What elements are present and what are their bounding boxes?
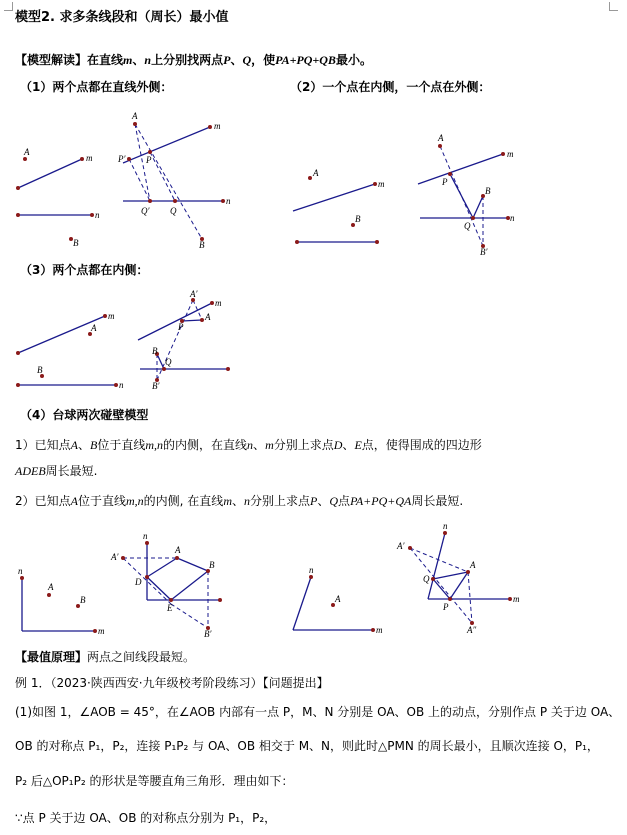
figure-billiard2-solution [395, 521, 530, 640]
model-tag: 【模型解读】 [15, 53, 88, 67]
point-E [169, 598, 173, 602]
text: 的内侧，在直线 [163, 438, 248, 452]
label-n: n [18, 566, 23, 576]
point-Q [431, 577, 435, 581]
billiard-problem-1 [15, 437, 482, 453]
segment-AB [177, 558, 208, 571]
point-A [47, 593, 51, 597]
point-n-start [295, 240, 299, 244]
text: 2）已知点 [15, 494, 71, 508]
figure-case3-problem [10, 305, 130, 395]
label-A: A [24, 147, 30, 157]
case-2-label: （2）一个点在内侧，一个点在外侧： [290, 80, 491, 94]
point-Q [162, 367, 166, 371]
text: 1）已知点 [15, 438, 71, 452]
point-P [448, 172, 452, 176]
text: 、 [253, 438, 266, 452]
text: 、 [317, 494, 330, 508]
point-A [466, 570, 470, 574]
intro-text: 在直线 [87, 53, 124, 67]
label-Pp: P′ [118, 154, 126, 164]
label-B: B [73, 238, 79, 248]
segment-QB [157, 354, 164, 369]
figure-billiard1-problem [10, 566, 110, 640]
expression: PA+PQ+QB [275, 53, 336, 67]
point-Ap [121, 556, 125, 560]
label-m: m [378, 179, 385, 189]
text: 位于直线 [97, 438, 146, 452]
label-A: A [313, 168, 319, 178]
var: ADEB [15, 464, 46, 478]
label-A: A [91, 323, 97, 333]
line-m [418, 154, 503, 184]
point-Pp [127, 157, 131, 161]
intro-text: 最小。 [335, 53, 372, 67]
figure-case1-solution [115, 108, 240, 248]
point-m-end [508, 597, 512, 601]
figure-case2-solution [410, 132, 535, 257]
label-P: P [443, 602, 449, 612]
segment-PA [182, 320, 202, 321]
sep: 、 [132, 53, 145, 67]
label-n: n [443, 521, 448, 531]
label-Bp: B′ [204, 629, 212, 639]
example-para-1: (1)如图 1，∠AOB = 45°，在∠AOB 内部有一点 P，M、N 分别是 OA、OB 上的动点，分别作点 P 关于边 OA、 [15, 705, 621, 719]
segment-EBp [171, 604, 208, 628]
segment-QA [433, 572, 468, 579]
label-n: n [309, 565, 314, 575]
label-A: A [205, 312, 211, 322]
text: 点，使得围成的四边形 [361, 438, 482, 452]
label-B: B [355, 214, 361, 224]
label-n: n [119, 380, 124, 390]
point-m-end [208, 125, 212, 129]
case-1-label: （1）两个点都在直线外侧： [20, 80, 173, 94]
var: m [265, 438, 274, 452]
text: 、 [231, 494, 244, 508]
point-n-end [90, 213, 94, 217]
text: 位于直线 [77, 494, 126, 508]
expression: PA+PQ+QA [350, 494, 412, 508]
intro-text: 上分别找两点 [151, 53, 224, 67]
point-m-end [373, 182, 377, 186]
label-B: B [152, 346, 158, 356]
point-n-end [375, 240, 379, 244]
label-B: B [209, 560, 215, 570]
var: n [247, 438, 254, 452]
point-m-end [501, 152, 505, 156]
segment-ApApp [410, 548, 472, 623]
billiard-problem-2 [15, 493, 463, 509]
point-m-end [210, 301, 214, 305]
point-m-start [16, 351, 20, 355]
segment-AD [147, 558, 177, 577]
point-Q [173, 199, 177, 203]
point-m-end [93, 629, 97, 633]
label-A: A [132, 111, 138, 121]
label-m: m [507, 149, 514, 159]
figure-billiard1-solution [105, 531, 235, 645]
point-n-end [114, 383, 118, 387]
example-para-4: ∵点 P 关于边 OA、OB 的对称点分别为 P₁，P₂， [15, 811, 277, 825]
var-P: P [223, 53, 231, 67]
point-m-end [218, 598, 222, 602]
segment-DE [147, 577, 171, 600]
label-A: A [48, 582, 54, 592]
var-n: n [144, 53, 152, 67]
label-A: A [470, 560, 476, 570]
segment-QB [473, 196, 483, 218]
case-4-label: （4）台球两次碰壁模型 [20, 408, 149, 422]
point-n-end [309, 575, 313, 579]
label-m: m [215, 298, 222, 308]
section-heading: 模型2. 求多条线段和（周长）最小值 [15, 10, 229, 25]
text: 点 [338, 494, 351, 508]
segment-QP [433, 579, 450, 599]
label-P: P [178, 322, 184, 332]
text: 、 [342, 438, 355, 452]
billiard-problem-1-cont [15, 463, 97, 479]
var: P [310, 494, 318, 508]
segment-PA [450, 572, 468, 599]
figure-case2-problem [285, 160, 395, 255]
var-Q: Q [242, 53, 252, 67]
label-n: n [95, 210, 100, 220]
label-m: m [376, 625, 383, 635]
example-para-3: P₂ 后△OP₁P₂ 的形状是等腰直角三角形．理由如下： [15, 774, 294, 788]
label-A: A [175, 545, 181, 555]
point-A [200, 318, 204, 322]
label-m: m [86, 153, 93, 163]
label-E: E [167, 603, 173, 613]
label-B: B [37, 365, 43, 375]
case-3-label: （3）两个点都在内侧： [20, 263, 149, 277]
text: 周长最短. [45, 464, 98, 478]
label-n: n [510, 213, 515, 223]
point-m-end [371, 628, 375, 632]
text: 分别上求点 [273, 438, 334, 452]
label-Q: Q [165, 357, 172, 367]
segment-PpQp [129, 159, 150, 201]
line-m [18, 316, 105, 353]
figure-billiard2-problem [285, 565, 395, 640]
var: E [354, 438, 362, 452]
principle [15, 649, 195, 665]
point-m-end [103, 314, 107, 318]
point-m-end [80, 157, 84, 161]
point-Ap [408, 546, 412, 550]
var: B [90, 438, 98, 452]
label-App: A″ [467, 625, 477, 635]
segment-EB [171, 571, 208, 600]
intro-text: ，使 [251, 53, 276, 67]
label-Ap: A′ [111, 552, 119, 562]
label-Bp: B′ [152, 381, 160, 391]
label-D: D [135, 577, 142, 587]
segment-PQ [150, 152, 175, 201]
point-P [148, 150, 152, 154]
var: D [333, 438, 343, 452]
text: 分别上求点 [250, 494, 311, 508]
var: A [70, 438, 78, 452]
var: m [223, 494, 232, 508]
figure-case3-solution [130, 288, 240, 393]
var: A [70, 494, 78, 508]
point-n-end [145, 541, 149, 545]
label-B: B [485, 186, 491, 196]
label-Qp: Q′ [141, 206, 150, 216]
point-D [145, 575, 149, 579]
point-m-start [16, 186, 20, 190]
example-title: 例 1．（2023·陕西西安·九年级校考阶段练习）【问题提出】 [15, 676, 329, 690]
sep: 、 [230, 53, 243, 67]
point-Q [471, 216, 475, 220]
point-n-end [443, 531, 447, 535]
label-P: P [442, 177, 448, 187]
point-P [448, 597, 452, 601]
var: Q [329, 494, 339, 508]
corner-mark-top-left [4, 2, 13, 11]
point-n-start [16, 383, 20, 387]
text: 周长最短. [411, 494, 464, 508]
point-A [175, 556, 179, 560]
corner-mark-top-right [609, 2, 618, 11]
var: m,n [145, 438, 164, 452]
label-m: m [513, 594, 520, 604]
label-m: m [98, 626, 105, 636]
segment-ApA [410, 548, 468, 572]
principle-tag: 【最值原理】 [15, 650, 88, 664]
point-A [438, 144, 442, 148]
label-A: A [335, 594, 341, 604]
label-B: B [80, 595, 86, 605]
label-Ap: A′ [190, 289, 198, 299]
label-n: n [143, 531, 148, 541]
point-n-start [16, 213, 20, 217]
figure-case1-problem [10, 140, 110, 255]
model-intro [15, 52, 372, 68]
point-n-end [226, 367, 230, 371]
example-para-2: OB 的对称点 P₁，P₂，连接 P₁P₂ 与 OA、OB 相交于 M、N，则此时△PMN 的周长最小，且顺次连接 O，P₁， [15, 739, 599, 753]
label-Q: Q [423, 574, 430, 584]
point-A [23, 157, 27, 161]
segment-AAp [193, 300, 202, 320]
line-n [293, 577, 311, 630]
point-A [133, 122, 137, 126]
label-P: P [146, 155, 152, 165]
label-Ap: A′ [397, 541, 405, 551]
point-A [308, 176, 312, 180]
var-m: m [123, 53, 133, 67]
segment-PQ [450, 174, 473, 218]
line-m [18, 159, 82, 188]
line-m [293, 184, 375, 211]
line-n [428, 533, 445, 599]
label-A: A [438, 133, 444, 143]
label-Q: Q [170, 206, 177, 216]
point-n-end [221, 199, 225, 203]
segment-AB [135, 124, 202, 239]
principle-text: 两点之间线段最短。 [87, 650, 196, 664]
label-n: n [226, 196, 231, 206]
segment-AApp [468, 572, 472, 623]
text: 、 [77, 438, 90, 452]
label-Q: Q [464, 221, 471, 231]
label-m: m [214, 121, 221, 131]
label-m: m [108, 311, 115, 321]
label-B: B [199, 240, 205, 250]
var: m,n [126, 494, 144, 508]
point-n-end [20, 576, 24, 580]
var: n [244, 494, 250, 508]
text: 的内侧, 在直线 [143, 494, 224, 508]
line-m [123, 127, 210, 163]
label-Bp: B′ [480, 247, 488, 257]
point-Qp [148, 199, 152, 203]
